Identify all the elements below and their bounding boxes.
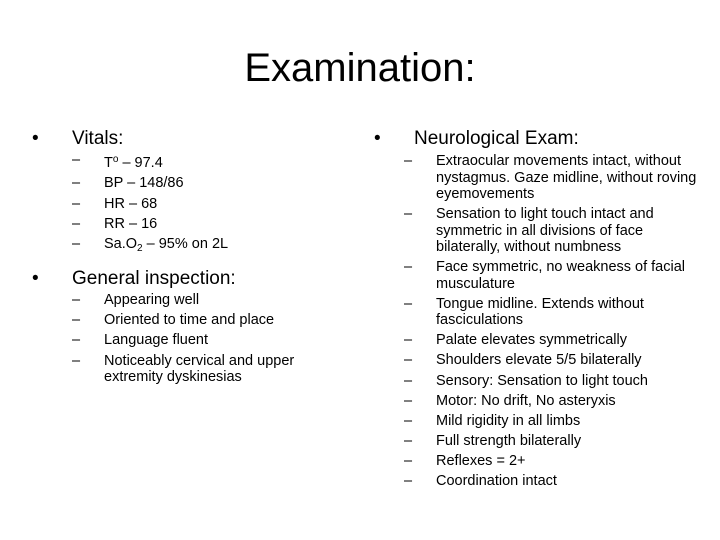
dash-icon: – [404,259,413,276]
list-item [72,196,350,213]
list-item [404,259,702,292]
list-item-text: Mild rigidity in all limbs [436,412,581,429]
list-item [72,332,350,349]
dash-icon: – [404,452,413,469]
dash-icon: – [72,352,81,369]
list-item [404,332,702,349]
sao2-label: Sa.O [104,236,138,253]
bullet-icon: • [32,267,39,289]
list-item-text: Reflexes = 2+ [436,452,526,469]
list-item-text: Extraocular movements intact, without nystagmus. Gaze midline, without roving eyemovements [436,153,697,202]
bullet-icon: • [374,128,381,149]
dash-icon: – [72,236,81,253]
general-bullet [30,266,350,292]
vitals-list [72,152,350,258]
vital-temperature [104,152,350,172]
list-item [72,152,350,172]
list-item [72,292,350,309]
bullet-icon: • [32,128,39,149]
neurological-exam-label: Neurological Exam: [414,128,579,149]
degree-superscript: o [112,154,119,165]
list-item [404,373,702,390]
general-inspection-list [72,292,350,386]
slide-title: Examination: [244,46,476,90]
list-item-text: Face symmetric, no weakness of facial musculature [436,259,686,292]
list-item [404,296,702,329]
dash-icon: – [404,206,413,223]
dash-icon: – [404,153,413,169]
vital-rr: RR – 16 [104,215,158,232]
list-item [404,206,702,256]
dash-icon: – [404,412,413,429]
dash-icon: – [404,372,413,389]
list-item [404,473,702,490]
vital-hr: HR – 68 [104,195,158,212]
list-item-text: Sensory: Sensation to light touch [436,372,648,389]
neuro-bullet [372,126,702,152]
dash-icon: – [72,311,81,328]
list-item [72,216,350,233]
list-item-text: Motor: No drift, No asteryxis [436,392,616,409]
vitals-label: Vitals: [72,128,124,149]
dash-icon: – [72,291,81,308]
list-item-text: Language fluent [104,332,209,349]
sao2-value: – 95% on 2L [142,236,229,253]
list-item-text: Palate elevates symmetrically [436,332,627,349]
list-item [72,175,350,192]
right-column [372,126,702,494]
list-item-text: Oriented to time and place [104,311,275,328]
dash-icon: – [72,215,81,232]
dash-icon: – [72,332,81,349]
general-inspection-section [30,266,350,386]
sao2-subscript: 2 [137,243,143,255]
vitals-section [30,126,350,258]
vitals-bullet [30,126,350,152]
neurological-exam-list [404,153,702,490]
list-item-text: Full strength bilaterally [436,432,582,449]
dash-icon: – [72,175,81,192]
list-item [404,153,702,203]
list-item [404,393,702,410]
left-column [30,126,350,390]
temp-label: T [104,155,113,171]
dash-icon: – [72,195,81,212]
neurological-exam-section [372,126,702,490]
list-item [404,433,702,450]
temp-value: – 97.4 [118,155,163,171]
list-item [72,353,350,386]
list-item-text: Shoulders elevate 5/5 bilaterally [436,352,642,369]
list-item [404,352,702,369]
list-item [404,453,702,470]
dash-icon: – [72,152,81,168]
list-item-text: Coordination intact [436,473,557,490]
list-item [404,413,702,430]
dash-icon: – [404,392,413,409]
list-item-text: Noticeably cervical and upper extremity dyskinesias [104,352,295,386]
dash-icon: – [404,352,413,369]
list-item [72,312,350,329]
dash-icon: – [404,295,413,312]
dash-icon: – [404,332,413,349]
vital-bp: BP – 148/86 [104,175,184,192]
list-item-text: Sensation to light touch intact and symmetric in all divisions of face bilaterally, without numbness [436,206,654,256]
list-item [72,236,350,258]
vital-sao2 [104,236,350,258]
general-inspection-label: General inspection: [72,267,236,289]
list-item-text: Appearing well [104,291,200,308]
list-item-text: Tongue midline. Extends without fasciculations [436,295,644,329]
dash-icon: – [404,432,413,449]
dash-icon: – [404,473,413,490]
